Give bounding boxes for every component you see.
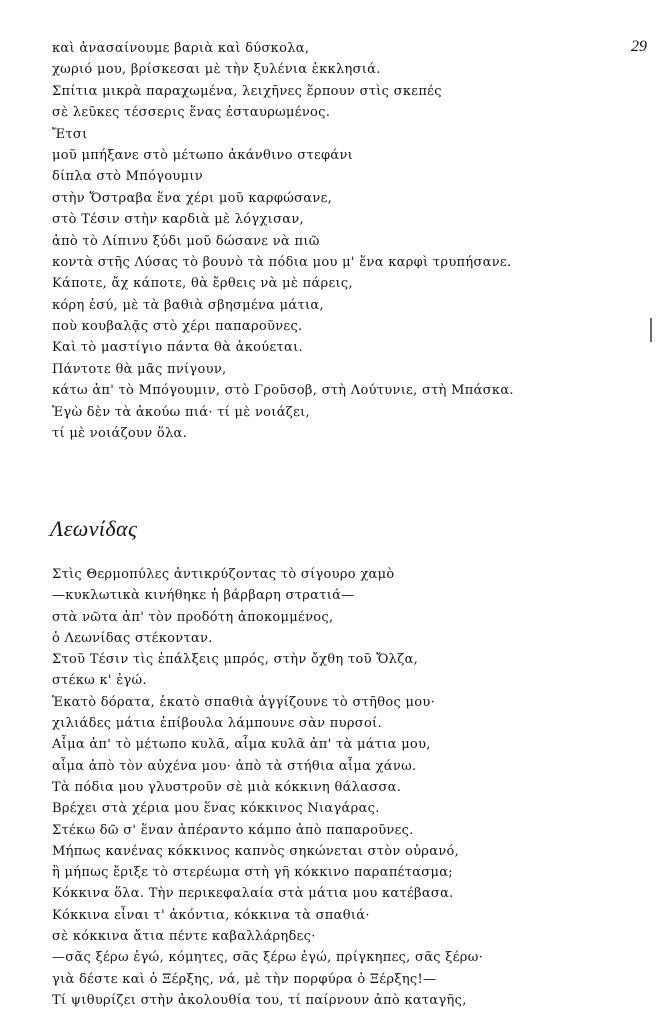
poem-line: Τὰ πόδια μου γλυστροῦν σὲ μιὰ κόκκινη θάλασσα.	[52, 779, 402, 795]
poem-line: Κόκκινα ὅλα. Τὴν περικεφαλαία στὰ μάτια μου κατέβασα.	[52, 886, 454, 902]
poem-line: ὁ Λεωνίδας στέκονταν.	[52, 630, 213, 646]
poem-line: κοντὰ στῆς Λύσας τὸ βουνὸ τὰ πόδια μου μ' ἕνα καρφὶ τρυπήσανε.	[52, 254, 512, 270]
poem-line: —κυκλωτικὰ κινήθηκε ἡ βάρβαρη στρατιά—	[52, 588, 355, 604]
poem-line: μοῦ μπήξανε στὸ μέτωπο ἀκάνθινο στεφάνι	[52, 147, 354, 163]
poem-line: καὶ ἀνασαίνουμε βαριὰ καὶ δύσκολα,	[52, 41, 310, 56]
poem-line: αἷμα ἀπὸ τὸν αὐχένα μου· ἀπὸ τὰ στήθια αἷμα χάνω.	[52, 758, 417, 774]
page-number: 29	[631, 38, 647, 55]
poem-line: Ἑκατὸ δόρατα, ἑκατὸ σπαθιὰ ἀγγίζουνε τὸ στῆθος μου·	[52, 694, 436, 710]
poem-line: στὰ νῶτα ἀπ' τὸν προδότη ἀποκομμένος,	[52, 609, 334, 625]
poem-line: Τί ψιθυρίζει στὴν ἀκολουθία του, τί παίρνουν ἀπὸ καταγῆς,	[52, 992, 467, 1008]
poem-title: Λεωνίδας	[50, 516, 138, 541]
poem-line: Μήπως κανένας κόκκινος καπνὸς σηκώνεται στὸν οὐρανό,	[52, 843, 460, 859]
poem-line: Κάποτε, ἄχ κάποτε, θὰ ἔρθεις νὰ μὲ πάρεις,	[52, 276, 353, 292]
poem-two	[52, 564, 647, 1011]
poem-line: Βρέχει στὰ χέρια μου ἕνας κόκκινος Νιαγάρας.	[52, 801, 380, 817]
poem-line: σὲ κόκκινα ἄτια πέντε καβαλλάρηδες·	[52, 929, 316, 945]
poem-line: ποὺ κουβαλᾷς στὸ χέρι παπαροῦνες.	[52, 319, 303, 335]
poem-line: ἀπὸ τὸ Λίπινυ ξύδι μοῦ δώσανε νὰ πιῶ	[52, 233, 320, 249]
poem-line: Στὶς Θερμοπύλες ἀντικρύζοντας τὸ σίγουρο χαμὸ	[52, 567, 395, 582]
poem-one	[52, 38, 647, 444]
poem-line: Ἔτσι	[52, 126, 88, 142]
poem-line: Στέκω δῶ σ' ἕναν ἀπέραντο κάμπο ἀπὸ παπαροῦνες.	[52, 822, 414, 838]
poem-line: κάτω ἀπ' τὸ Μπόγουμιν, στὸ Γροῦσοβ, στὴ Λούτυνιε, στὴ Μπάσκα.	[52, 383, 514, 399]
poem-line: σὲ λεῦκες τέσσερις ἕνας ἐσταυρωμένος.	[52, 105, 331, 121]
poem-line: τί μὲ νοιάζουν ὅλα.	[52, 426, 188, 442]
poem-line: χωριό μου, βρίσκεσαι μὲ τὴν ξυλένια ἐκκλησιά.	[52, 62, 381, 78]
poem-line: Πάντοτε θὰ μᾶς πνίγουν,	[52, 361, 227, 377]
poem-line: στέκω κ' ἐγώ.	[52, 673, 147, 689]
poem-line: Κόκκινα εἶναι τ' ἀκόντια, κόκκινα τὰ σπαθιά·	[52, 907, 370, 923]
poem-line: —σᾶς ξέρω ἐγώ, κόμητες, σᾶς ξέρω ἐγώ, πρίγκηπες, σᾶς ξέρω·	[52, 950, 484, 966]
poem-line: γιὰ δέστε καὶ ὁ Ξέρξης, νά, μὲ τὴν πορφύρα ὁ Ξέρξης!—	[52, 971, 437, 987]
poem-line: χιλιάδες μάτια ἐπίβουλα λάμπουνε σὰν πυρσοί.	[52, 716, 382, 732]
margin-mark	[650, 318, 652, 342]
poem-line: κόρη ἐσύ, μὲ τὰ βαθιὰ σβησμένα μάτια,	[52, 297, 324, 313]
poem-line: Ἐγὼ δὲν τὰ ἀκούω πιά· τί μὲ νοιάζει,	[52, 404, 310, 420]
poem-line: Αἷμα ἀπ' τὸ μέτωπο κυλᾶ, αἷμα κυλᾶ ἀπ' τὰ μάτια μου,	[52, 737, 431, 753]
poem-line: Σπίτια μικρὰ παραχωμένα, λειχῆνες ἕρπουν στὶς σκεπές	[52, 83, 442, 99]
poem-line: ἢ μήπως ἔριξε τὸ στερέωμα στὴ γῆ κόκκινο παραπέτασμα;	[52, 865, 453, 881]
poem-line: Στοῦ Τέσιν τὶς ἐπάλξεις μπρός, στὴν ὄχθη τοῦ Ὄλζα,	[52, 652, 419, 668]
poem-line: στὴν Ὄστραβα ἕνα χέρι μοῦ καρφώσανε,	[52, 190, 333, 206]
poem-line: στὸ Τέσιν στὴν καρδιὰ μὲ λόγχισαν,	[52, 212, 304, 228]
poem-line: Καὶ τὸ μαστίγιο πάντα θὰ ἀκούεται.	[52, 340, 303, 356]
poem-line: δίπλα στὸ Μπόγουμιν	[52, 169, 203, 185]
